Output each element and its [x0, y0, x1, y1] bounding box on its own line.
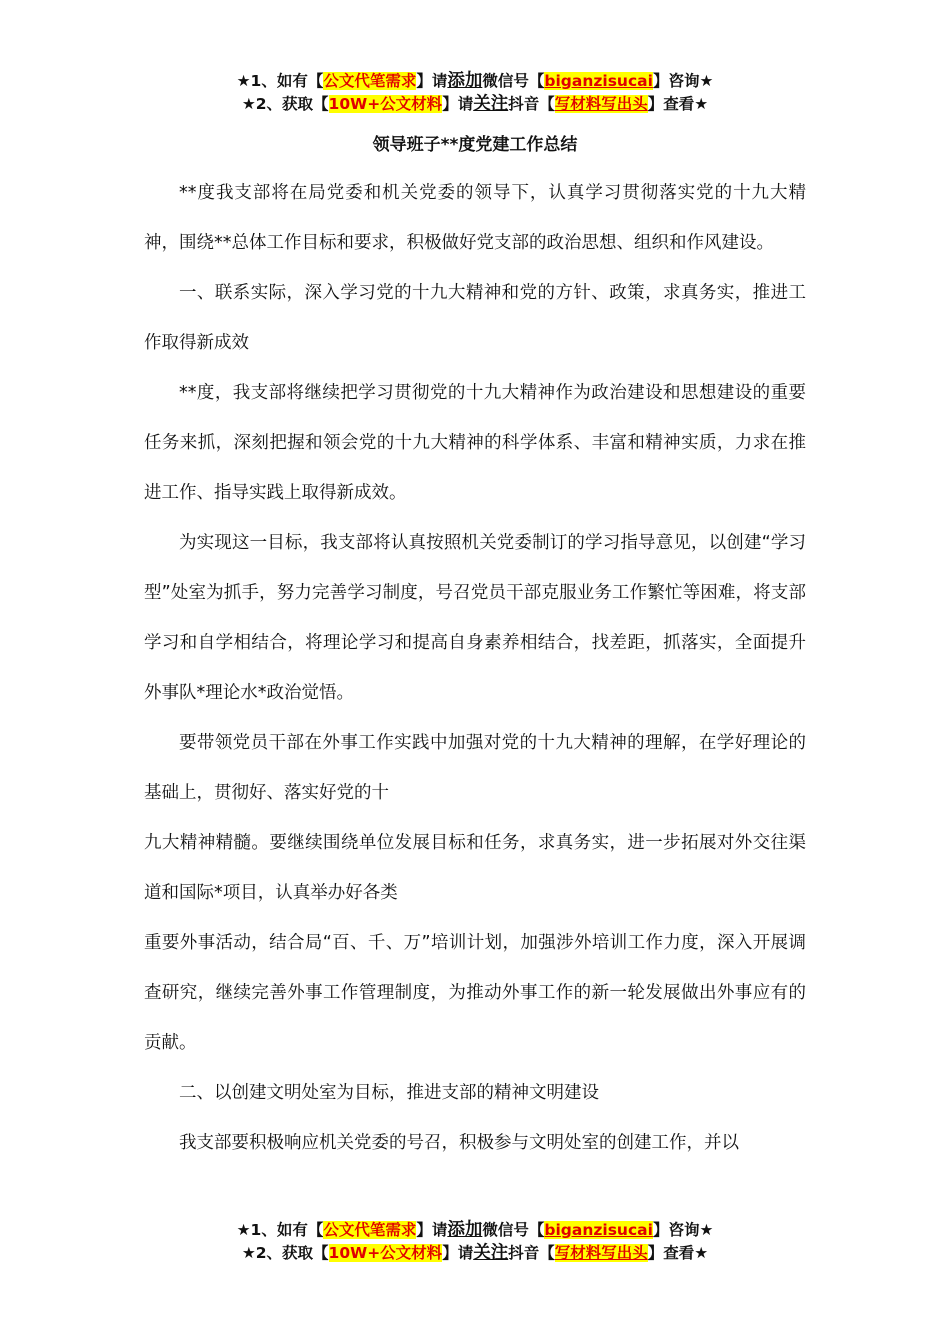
banner-emphasis: 添加: [447, 71, 483, 91]
paragraph: 我支部要积极响应机关党委的号召，积极参与文明处室的创建工作，并以: [179, 1133, 739, 1153]
banner-douyin-id: 写材料写出头: [554, 1244, 648, 1262]
banner-text: 微信号【: [482, 1221, 545, 1239]
banner-text: 】请: [416, 1221, 448, 1239]
banner-text: 抖音【: [508, 1244, 555, 1262]
banner-text: 】查看★: [647, 95, 709, 113]
paragraph: 重要外事活动，结合局“百、千、万”培训计划，加强涉外培训工作力度，深入开展调查研究，继续完善外事工作管理制度，为推动外事工作的新一轮发展做出外事应有的贡献。: [144, 933, 806, 1053]
banner-line-2: [0, 1242, 950, 1265]
banner-line-1: [0, 1219, 950, 1242]
paragraph: **度，我支部将继续把学习贯彻党的十九大精神作为政治建设和思想建设的重要任务来抓，深刻把握和领会党的十九大精神的科学体系、丰富和精神实质，力求在推进工作、指导实践上取得新成效。: [144, 383, 806, 503]
banner-emphasis: 关注: [473, 1243, 509, 1263]
banner-text: ★1、如有【: [236, 72, 324, 90]
banner-line-1: [0, 70, 950, 93]
banner-text: 】请: [442, 95, 474, 113]
banner-douyin-id: 写材料写出头: [554, 95, 648, 113]
paragraph: **度我支部将在局党委和机关党委的领导下，认真学习贯彻落实党的十九大精神，围绕**总体工作目标和要求，积极做好党支部的政治思想、组织和作风建设。: [144, 183, 806, 253]
banner-text: ★2、获取【: [241, 95, 329, 113]
paragraph: 九大精神精髓。要继续围绕单位发展目标和任务，求真务实，进一步拓展对外交往渠道和国际*项目，认真举办好各类: [144, 833, 806, 903]
document-title: 领导班子**度党建工作总结: [372, 135, 578, 155]
banner-highlight: 公文代笔需求: [323, 72, 417, 90]
banner-text: 】咨询★: [652, 72, 714, 90]
banner-wechat-id: biganzisucai: [544, 72, 653, 90]
banner-text: 】请: [416, 72, 448, 90]
banner-text: ★1、如有【: [236, 1221, 324, 1239]
banner-highlight: 公文代笔需求: [323, 1221, 417, 1239]
header-banner: [0, 70, 950, 116]
banner-text: 抖音【: [508, 95, 555, 113]
banner-line-2: [0, 93, 950, 116]
banner-emphasis: 关注: [473, 94, 509, 114]
paragraph: 为实现这一目标，我支部将认真按照机关党委制订的学习指导意见，以创建“学习型”处室为抓手，努力完善学习制度，号召党员干部克服业务工作繁忙等困难，将支部学习和自学相结合，将理论学习和提高自身素养相结合，找差距，抓落实，全面提升外事队*理论水*政治觉悟。: [144, 533, 806, 703]
section-heading: 一、联系实际，深入学习党的十九大精神和党的方针、政策，求真务实，推进工作取得新成效: [144, 283, 806, 353]
banner-text: ★2、获取【: [241, 1244, 329, 1262]
banner-text: 微信号【: [482, 72, 545, 90]
banner-text: 】请: [442, 1244, 474, 1262]
banner-text: 】咨询★: [652, 1221, 714, 1239]
section-heading: 二、以创建文明处室为目标，推进支部的精神文明建设: [179, 1083, 599, 1103]
banner-highlight: 10W+公文材料: [328, 1244, 443, 1262]
banner-highlight: 10W+公文材料: [328, 95, 443, 113]
banner-emphasis: 添加: [447, 1220, 483, 1240]
footer-banner: [0, 1219, 950, 1265]
paragraph: 要带领党员干部在外事工作实践中加强对党的十九大精神的理解，在学好理论的基础上，贯彻好、落实好党的十: [144, 733, 806, 803]
document-body: [144, 168, 806, 1168]
banner-text: 】查看★: [647, 1244, 709, 1262]
banner-wechat-id: biganzisucai: [544, 1221, 653, 1239]
